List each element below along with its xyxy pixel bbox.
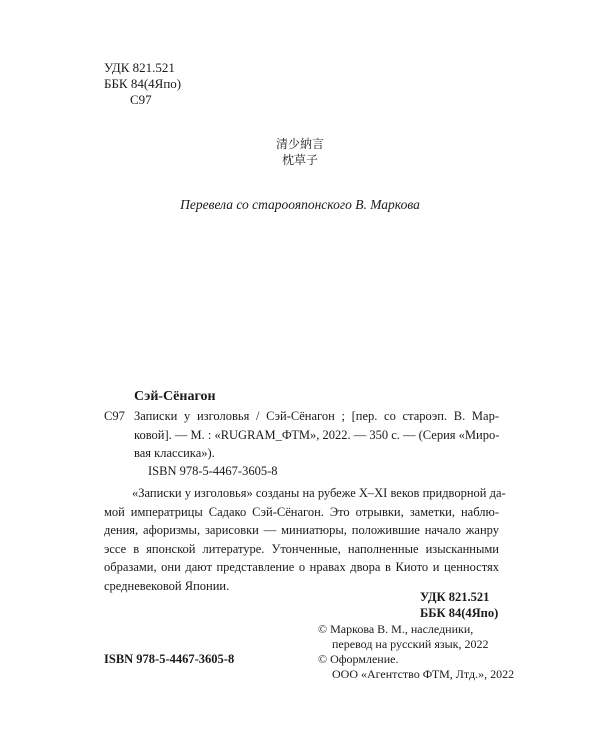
copyright-line: © Маркова В. М., наследники, [318,622,474,636]
annotation-line: образами, они дают представление о нравах двора в Киото и ценностях [104,560,499,574]
annotation-line: дения, афоризмы, зарисовки — миниатюры, положившие начало жанру [104,523,499,537]
copyright-line: перевод на русский язык, 2022 [332,637,489,651]
original-title: 枕草子 [281,153,318,167]
catalog-entry [134,407,499,463]
author-sign: С97 [130,92,152,107]
bbk-code: ББК 84(4Япо) [104,76,182,91]
annotation-line: мой императрицы Садако Сэй-Сёнагон. Это отрывки, заметки, наблю- [104,504,499,519]
original-title-block [0,136,600,168]
catalog-isbn: ISBN 978-5-4467-3605-8 [148,464,278,478]
udk-code: УДК 821.521 [104,60,175,75]
catalog-entry-line: Записки у изголовья / Сэй-Сёнагон ; [пер. со староэп. В. Мар- [134,409,499,423]
copyright-block [318,622,514,682]
original-author: 清少納言 [275,137,324,151]
annotation-line: средневековой Японии. [104,578,230,593]
annotation-line: эссе в японской литературе. Утонченные, наполненные изысканными [104,541,499,556]
catalog-udk: УДК 821.521 [420,590,490,604]
catalog-sign: С97 [104,409,125,423]
copyright-line: © Оформление. [318,652,399,666]
annotation-line: «Записки у изголовья» созданы на рубеже X–XI веков придворной да- [132,486,506,500]
catalog-classification [420,590,498,621]
bottom-isbn: ISBN 978-5-4467-3605-8 [104,652,235,666]
copyright-line: ООО «Агентство ФТМ, Лтд.», 2022 [332,667,515,681]
catalog-entry-line: ковой]. — М. : «RUGRAM_ФТМ», 2022. — 350 с. — (Серия «Миро- [134,427,500,442]
classification-block [104,60,181,108]
annotation [104,484,506,595]
catalog-entry-line: вая классика»). [134,446,215,460]
catalog-heading: Сэй-Сёнагон [134,389,216,404]
translator-credit: Перевела со староояпонского В. Маркова [180,197,420,212]
catalog-bbk: ББК 84(4Япо) [420,605,499,620]
